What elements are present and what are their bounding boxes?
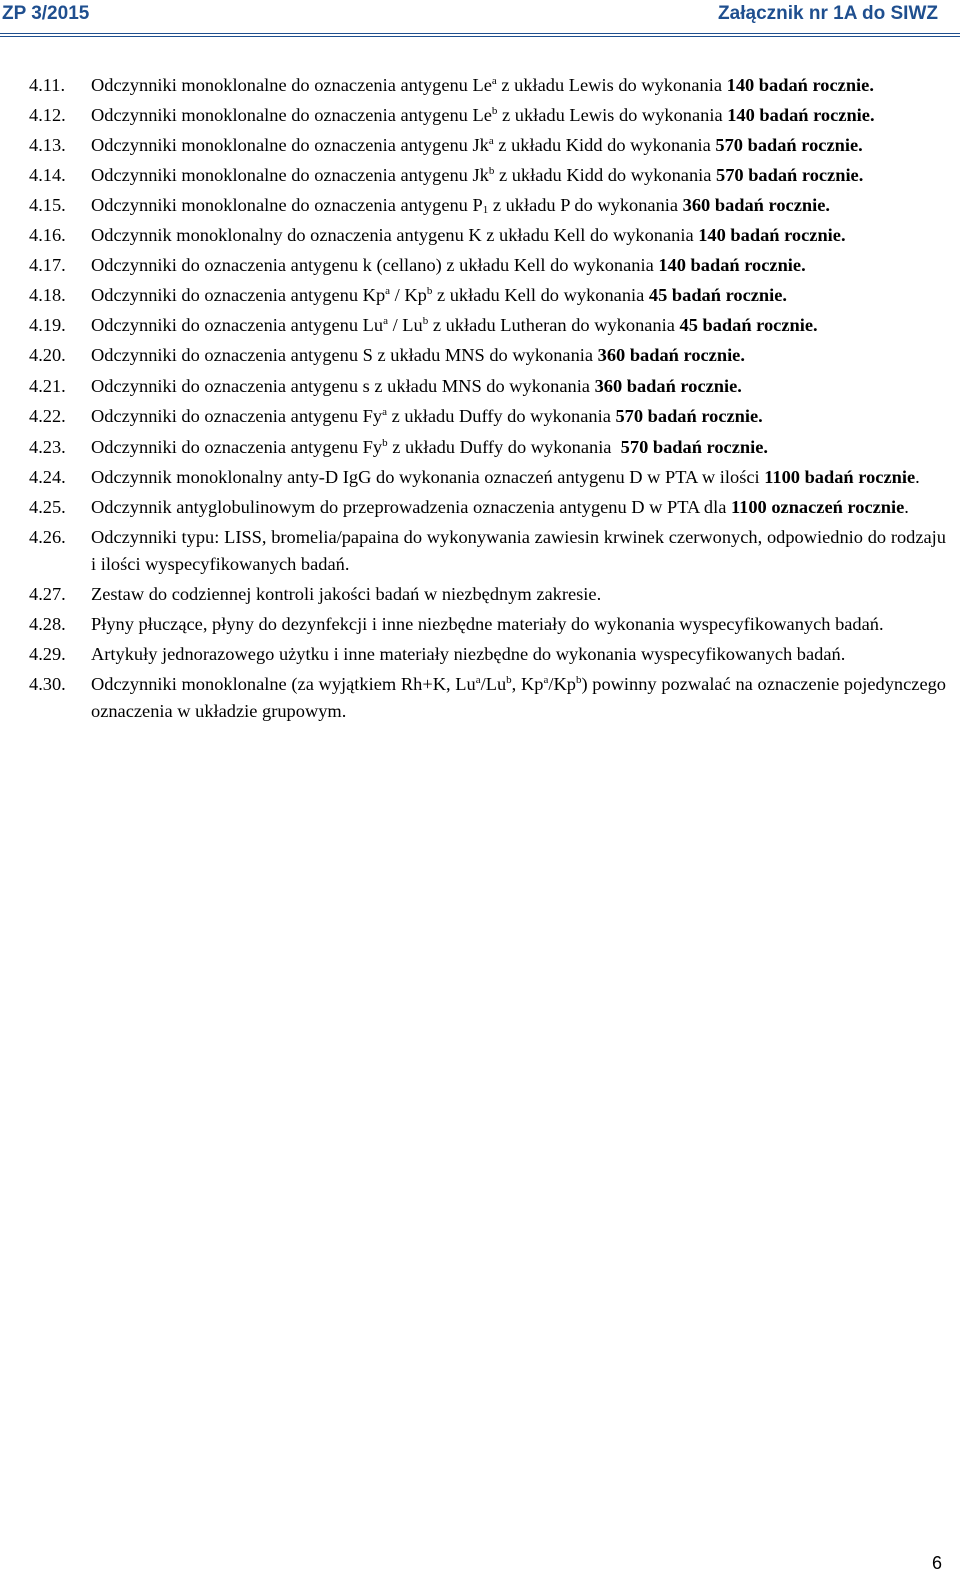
list-item bbox=[0, 641, 960, 668]
list-item bbox=[0, 252, 960, 279]
item-text: Odczynniki monoklonalne do oznaczenia antygenu Jk$^b$ z układu Kidd do wykonania 570 badań rocznie. bbox=[91, 165, 864, 185]
item-text: Zestaw do codziennej kontroli jakości badań w niezbędnym zakresie. bbox=[91, 583, 602, 604]
item-number: 4.17. bbox=[29, 255, 66, 275]
page-header bbox=[0, 0, 960, 30]
item-number: 4.25. bbox=[29, 497, 66, 517]
item-number: 4.13. bbox=[29, 135, 66, 155]
item-number: 4.26. bbox=[29, 527, 66, 547]
item-number: 4.18. bbox=[29, 285, 66, 305]
header-divider-secondary bbox=[0, 36, 960, 37]
list-item bbox=[0, 72, 960, 99]
item-text: Odczynniki monoklonalne do oznaczenia antygenu Le$^a$ z układu Lewis do wykonania 140 badań rocznie. bbox=[91, 75, 874, 95]
list-item bbox=[0, 494, 960, 521]
page-number: 6 bbox=[931, 1553, 942, 1573]
item-text: Odczynniki do oznaczenia antygenu k (cellano) z układu Kell do wykonania 140 badań rocznie. bbox=[91, 255, 806, 275]
item-text: Odczynniki do oznaczenia antygenu s z układu MNS do wykonania 360 badań rocznie. bbox=[91, 375, 742, 396]
item-text: Odczynnik monoklonalny do oznaczenia antygenu K z układu Kell do wykonania 140 badań rocznie. bbox=[91, 225, 846, 245]
item-number: 4.15. bbox=[29, 195, 66, 215]
list-item bbox=[0, 434, 960, 461]
item-text: Odczynniki do oznaczenia antygenu S z układu MNS do wykonania 360 badań rocznie. bbox=[91, 345, 745, 365]
list-item bbox=[0, 671, 960, 724]
item-text: Odczynniki monoklonalne do oznaczenia antygenu Le$^b$ z układu Lewis do wykonania 140 badań rocznie. bbox=[91, 105, 875, 125]
item-text: Odczynniki do oznaczenia antygenu Fy$^a$ z układu Duffy do wykonania 570 badań rocznie. bbox=[91, 406, 763, 426]
item-number: 4.21. bbox=[29, 375, 66, 396]
list-item bbox=[0, 102, 960, 129]
attachment-label: Załącznik nr 1A do SIWZ bbox=[718, 3, 938, 24]
list-item bbox=[0, 192, 960, 219]
item-number: 4.27. bbox=[29, 583, 66, 604]
header-divider bbox=[0, 33, 960, 34]
item-number: 4.24. bbox=[29, 467, 66, 487]
list-item bbox=[0, 464, 960, 491]
item-text: Odczynnik monoklonalny anty-D IgG do wykonania oznaczeń antygenu D w PTA w ilości 1100 badań rocznie. bbox=[91, 467, 920, 487]
item-text: Artykuły jednorazowego użytku i inne materiały niezbędne do wykonania wyspecyfikowanych badań. bbox=[91, 644, 846, 664]
item-text: Odczynniki typu: LISS, bromelia/papaina do wykonywania zawiesin krwinek czerwonych, odpowiednio do rodzaju i ilości wyspecyfikowanych badań. bbox=[91, 527, 946, 574]
item-number: 4.19. bbox=[29, 315, 66, 335]
list-item bbox=[0, 342, 960, 369]
list-item bbox=[0, 132, 960, 159]
item-number: 4.20. bbox=[29, 345, 66, 365]
item-number: 4.16. bbox=[29, 225, 66, 245]
item-text: Odczynniki monoklonalne (za wyjątkiem Rh+K, Lu$^a$/Lu$^b$, Kp$^a$/Kp$^b$) powinny pozwalać na oznaczenie pojedynczego oznaczenia w układzie grupowym. bbox=[91, 674, 947, 721]
list-item bbox=[0, 373, 960, 400]
item-text: Płyny płuczące, płyny do dezynfekcji i inne niezbędne materiały do wykonania wyspecyfikowanych badań. bbox=[91, 614, 884, 634]
requirements-list bbox=[0, 72, 960, 728]
item-number: 4.12. bbox=[29, 105, 66, 125]
list-item bbox=[0, 581, 960, 608]
item-text: Odczynniki do oznaczenia antygenu Fy$^b$ z układu Duffy do wykonania 570 badań rocznie. bbox=[91, 436, 768, 457]
list-item bbox=[0, 312, 960, 339]
item-text: Odczynnik antyglobulinowym do przeprowadzenia oznaczenia antygenu D w PTA dla 1100 oznaczeń rocznie. bbox=[91, 497, 909, 517]
item-text: Odczynniki do oznaczenia antygenu Lu$^a$ / Lu$^b$ z układu Lutheran do wykonania 45 badań rocznie. bbox=[91, 315, 818, 335]
list-item bbox=[0, 282, 960, 309]
list-item bbox=[0, 611, 960, 638]
list-item bbox=[0, 524, 960, 577]
item-text: Odczynniki monoklonalne do oznaczenia antygenu $P_1$ z układu P do wykonania 360 badań rocznie. bbox=[91, 195, 830, 216]
item-number: 4.28. bbox=[29, 614, 66, 634]
item-number: 4.14. bbox=[29, 165, 66, 185]
item-number: 4.23. bbox=[29, 436, 66, 457]
item-number: 4.29. bbox=[29, 644, 66, 664]
list-item bbox=[0, 222, 960, 249]
item-number: 4.30. bbox=[29, 674, 66, 694]
list-item bbox=[0, 162, 960, 189]
list-item bbox=[0, 403, 960, 430]
item-text: Odczynniki do oznaczenia antygenu Kp$^a$ / Kp$^b$ z układu Kell do wykonania 45 badań rocznie. bbox=[91, 285, 788, 305]
item-number: 4.22. bbox=[29, 406, 66, 426]
document-reference: ZP 3/2015 bbox=[2, 3, 90, 24]
item-text: Odczynniki monoklonalne do oznaczenia antygenu Jk$^a$ z układu Kidd do wykonania 570 badań rocznie. bbox=[91, 135, 863, 155]
item-number: 4.11. bbox=[29, 75, 66, 95]
